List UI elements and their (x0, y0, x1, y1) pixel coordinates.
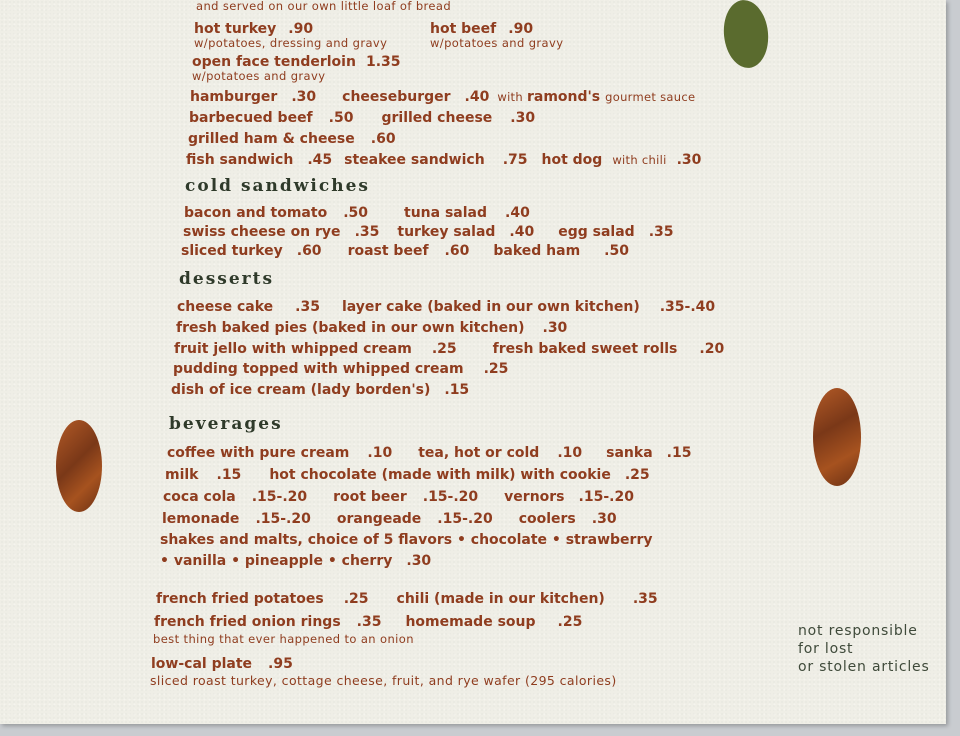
sauce-text: gourmet sauce (605, 90, 696, 104)
menu-row-cheese-cake (177, 300, 715, 314)
item-price: .35-.40 (659, 299, 716, 315)
item-name: baked ham (493, 243, 581, 259)
item-price: .30 (591, 511, 617, 527)
item-price: .45 (307, 152, 333, 168)
item-note-onion: best thing that ever happened to an onion (153, 632, 414, 646)
menu-row-burgers (190, 90, 695, 104)
section-heading-cold-sandwiches: cold sandwiches (185, 176, 370, 196)
menu-row-swiss (183, 225, 674, 239)
item-name: fresh baked pies (baked in our own kitchen) (176, 320, 525, 336)
menu-row-pudding (173, 362, 508, 376)
item-price: .35 (354, 224, 380, 240)
menu-row-milk (165, 468, 650, 482)
item-name: coolers (518, 511, 576, 527)
item-name: grilled ham & cheese (188, 131, 355, 147)
item-name: sanka (606, 445, 653, 461)
notice-text (798, 622, 930, 676)
item-price: .25 (431, 341, 457, 357)
item-price: .30 (542, 320, 568, 336)
menu-row-bacon (184, 206, 530, 220)
item-price: .90 (508, 21, 534, 37)
item-note: with chili (612, 153, 667, 167)
item-name: fruit jello with whipped cream (174, 341, 412, 357)
menu-row-coffee (167, 446, 691, 460)
item-name: coffee with pure cream (167, 445, 350, 461)
item-price: .25 (483, 361, 509, 377)
notice-line: or stolen articles (798, 659, 930, 675)
item-price: .20 (699, 341, 725, 357)
item-name: root beer (333, 489, 407, 505)
menu-item-hot-beef (430, 22, 533, 36)
menu-item-hot-turkey (194, 22, 313, 36)
menu-row-sliced-turkey (181, 244, 629, 258)
item-price: .15 (216, 467, 242, 483)
item-name: vernors (504, 489, 565, 505)
item-price: .40 (509, 224, 535, 240)
item-price: .40 (464, 89, 490, 105)
menu-row-onion-rings (154, 615, 582, 629)
item-name: hot turkey (194, 21, 277, 37)
item-name: open face tenderloin (192, 54, 356, 70)
item-name: layer cake (baked in our own kitchen) (341, 299, 640, 315)
menu-row-shakes: shakes and malts, choice of 5 flavors • chocolate • strawberry (160, 532, 653, 548)
notice-line: not responsible (798, 623, 918, 639)
item-price: .30 (676, 152, 702, 168)
item-price: .50 (604, 243, 629, 259)
item-price: .60 (296, 243, 322, 259)
item-name: egg salad (558, 224, 635, 240)
item-price: .90 (288, 21, 314, 37)
brown-oval-decoration-left (56, 420, 102, 512)
item-name: orangeade (336, 511, 422, 527)
item-name: french fried onion rings (154, 614, 341, 630)
item-name: swiss cheese on rye (183, 224, 341, 240)
item-price: .60 (370, 131, 396, 147)
menu-item-tenderloin (192, 55, 401, 69)
item-note: w/potatoes and gravy (192, 69, 326, 83)
menu-row-ice-cream (171, 383, 469, 397)
item-price: .15 (666, 445, 692, 461)
menu-row-barbecued-beef (189, 111, 535, 125)
item-name: tuna salad (404, 205, 488, 221)
item-price: .25 (624, 467, 650, 483)
item-name: turkey salad (397, 224, 496, 240)
item-price: .50 (343, 205, 369, 221)
item-name: hot chocolate (made with milk) with cookie (269, 467, 611, 483)
menu-row-pies (176, 321, 567, 335)
intro-text: and served on our own little loaf of bread (196, 0, 452, 13)
with-text: with (497, 90, 523, 104)
item-price: .35 (648, 224, 674, 240)
item-price: .50 (328, 110, 354, 126)
menu-row-grilled-ham (188, 132, 396, 146)
item-name: grilled cheese (381, 110, 493, 126)
menu-row-coca-cola (163, 490, 634, 504)
item-price: .25 (557, 614, 583, 630)
item-price: 1.35 (365, 54, 401, 70)
menu-row-lemonade (162, 512, 617, 526)
brown-oval-decoration-right (813, 388, 861, 486)
section-heading-beverages: beverages (169, 414, 283, 434)
item-price: .15-.20 (437, 511, 493, 527)
item-price: .30 (510, 110, 536, 126)
menu-row-fish (186, 153, 701, 167)
item-price: .25 (343, 591, 369, 607)
item-price: .15-.20 (422, 489, 479, 505)
item-name: steakee sandwich (344, 152, 485, 168)
section-heading-desserts: desserts (179, 269, 275, 289)
item-name: roast beef (347, 243, 429, 259)
item-price: .35 (356, 614, 382, 630)
item-price: .10 (367, 445, 393, 461)
item-price: .15-.20 (251, 489, 308, 505)
item-name: french fried potatoes (156, 591, 324, 607)
item-note-low-cal: sliced roast turkey, cottage cheese, fruit, and rye wafer (295 calories) (150, 673, 617, 688)
item-name: barbecued beef (189, 110, 313, 126)
item-price: .40 (505, 205, 530, 221)
menu-row-flavors (160, 554, 431, 568)
item-name: bacon and tomato (184, 205, 328, 221)
item-name: fresh baked sweet rolls (492, 341, 678, 357)
item-name: milk (165, 467, 199, 483)
item-note: w/potatoes and gravy (430, 36, 564, 50)
item-name: hot dog (541, 152, 603, 168)
item-name: pudding topped with whipped cream (173, 361, 464, 377)
brand-name: ramond's (526, 89, 601, 105)
item-name: low-cal plate (151, 656, 253, 672)
menu-row-fries (156, 592, 658, 606)
item-name: sliced turkey (181, 243, 283, 259)
item-name: cheese cake (177, 299, 274, 315)
item-price: .75 (502, 152, 528, 168)
item-price: .15-.20 (578, 489, 634, 505)
item-name: chili (made in our kitchen) (396, 591, 605, 607)
item-name: dish of ice cream (lady borden's) (171, 382, 431, 398)
green-oval-decoration (721, 0, 772, 70)
item-name: coca cola (163, 489, 236, 505)
item-price: .10 (557, 445, 583, 461)
menu-row-jello (174, 342, 724, 356)
item-price: .30 (406, 553, 432, 569)
item-name: homemade soup (405, 614, 536, 630)
item-name: hamburger (190, 89, 278, 105)
item-name: cheeseburger (342, 89, 451, 105)
item-price: .30 (291, 89, 317, 105)
item-name: tea, hot or cold (418, 445, 540, 461)
item-price: .60 (444, 243, 470, 259)
menu-row-low-cal (151, 657, 293, 671)
item-name: • vanilla • pineapple • cherry (160, 553, 393, 569)
item-name: lemonade (162, 511, 240, 527)
item-name: fish sandwich (186, 152, 294, 168)
item-note: w/potatoes, dressing and gravy (194, 36, 388, 50)
item-price: .15 (444, 382, 470, 398)
item-price: .35 (632, 591, 658, 607)
item-price: .35 (295, 299, 320, 315)
item-price: .15-.20 (255, 511, 311, 527)
notice-line: for lost (798, 641, 854, 657)
item-name: hot beef (430, 21, 497, 37)
item-price: .95 (268, 656, 293, 672)
